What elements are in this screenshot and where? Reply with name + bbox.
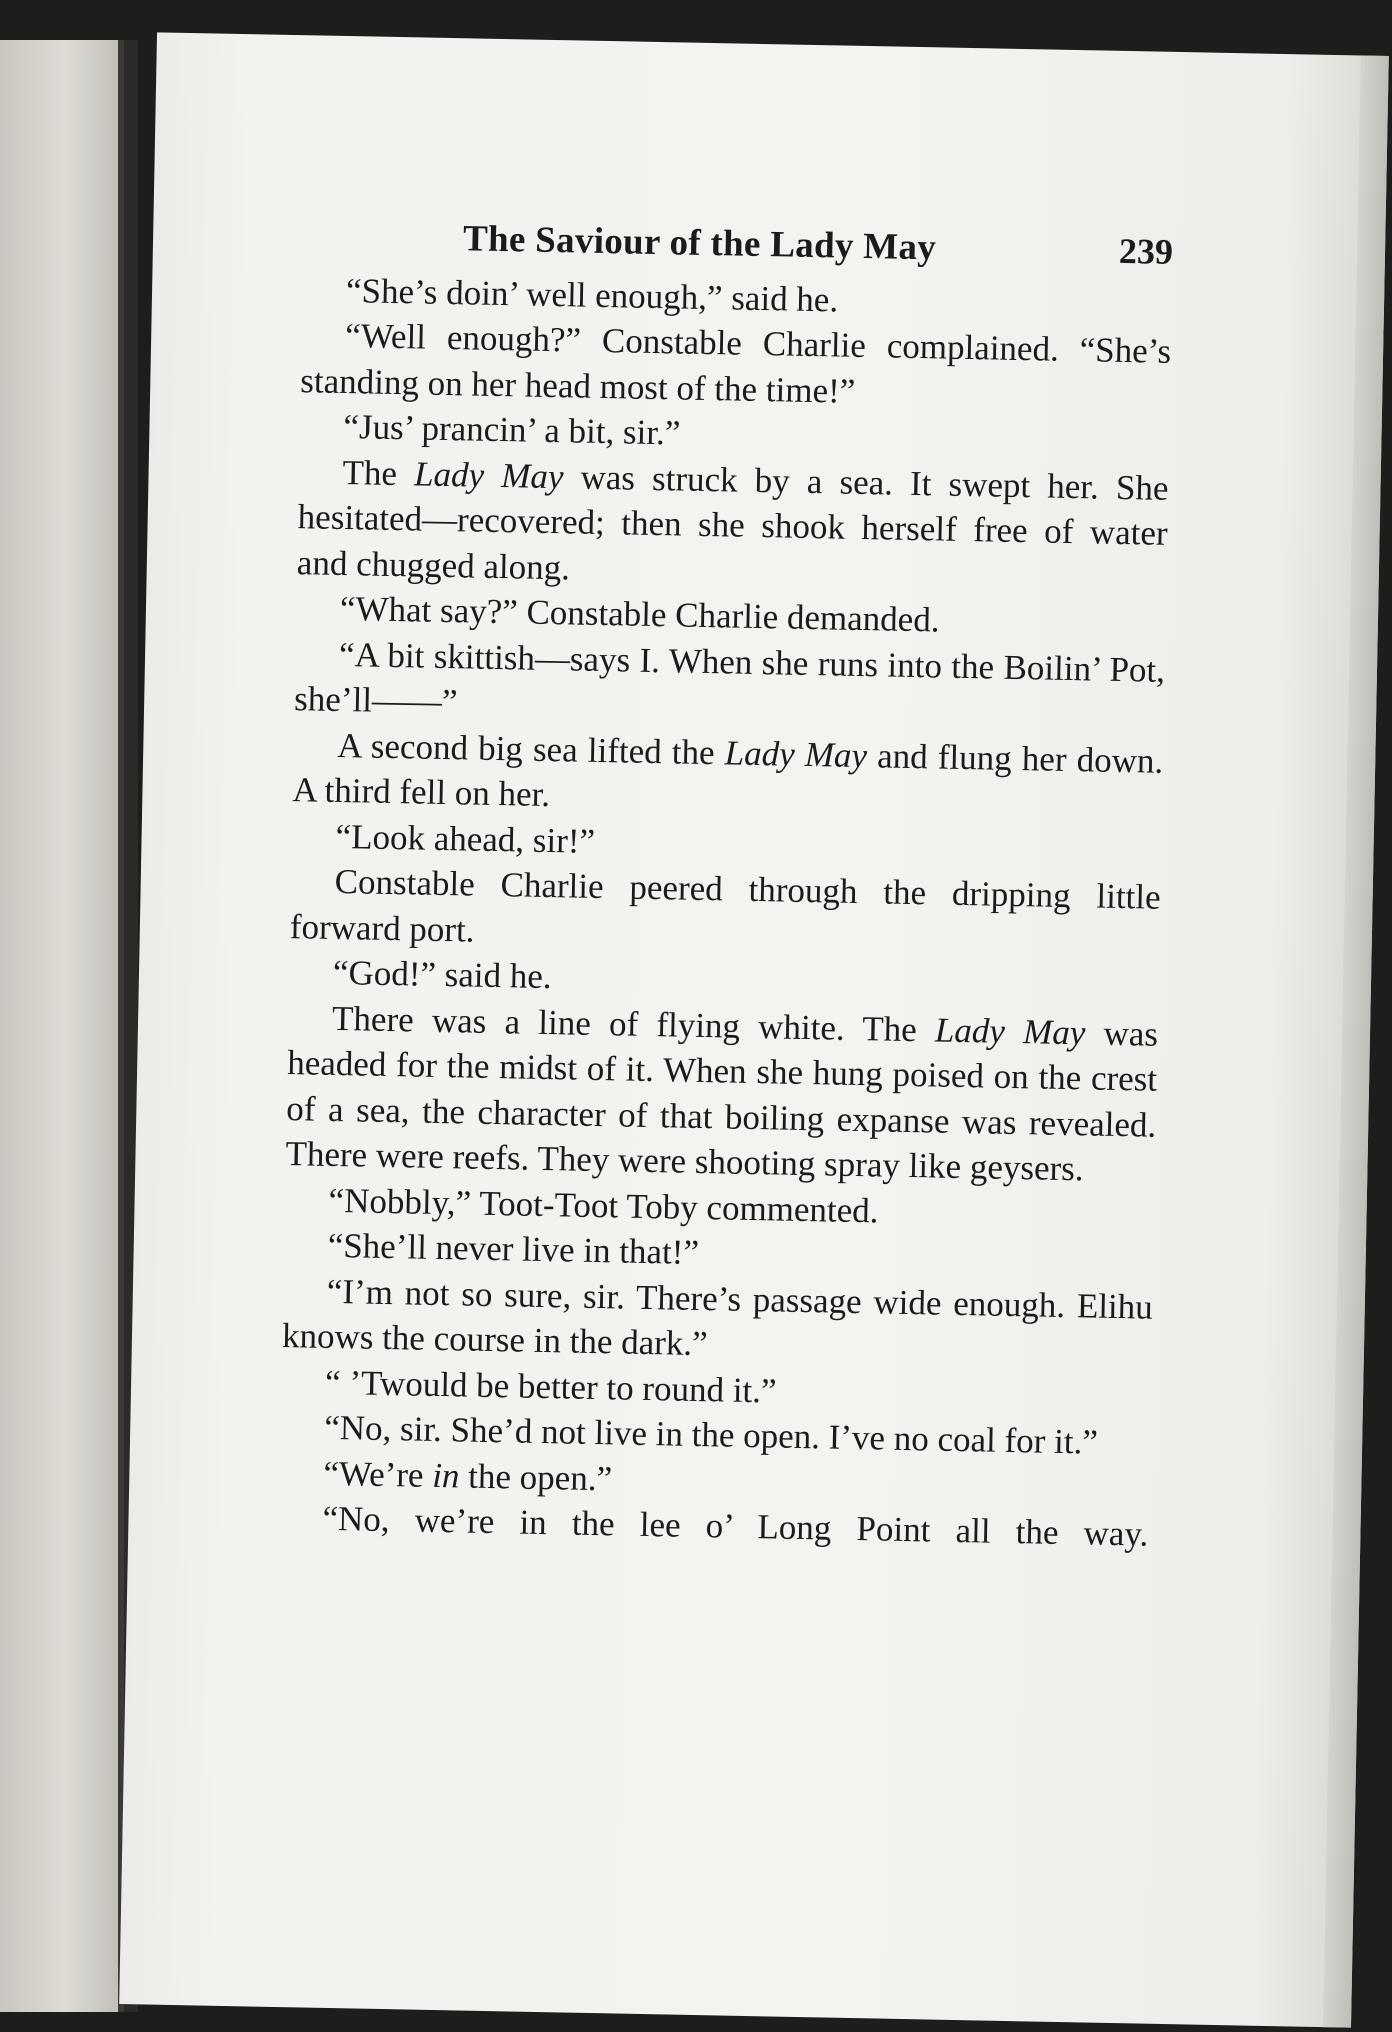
ship-name-italic: Lady May xyxy=(934,1009,1086,1052)
paragraph: “Well enough?” Constable Charlie complained. “She’s standing on her head most of the time!” xyxy=(300,316,1172,411)
paragraph: “No, we’re in the lee o’ Long Point all the way. xyxy=(322,1498,1149,1554)
emphasis-italic: in xyxy=(431,1455,460,1495)
paragraph: There was a line of flying white. The Lady May was headed for the midst of it. When she hung poised on the crest of a sea, the character of that boiling expanse was revealed. There were reefs. They were shooting spray like geysers. xyxy=(285,998,1159,1189)
paragraph: The Lady May was struck by a sea. It swept her. She hesitated—recovered; then she shook herself free of water and chugged along. xyxy=(296,452,1169,587)
facing-page-edge xyxy=(0,40,124,2012)
paragraph: “We’re in the open.” xyxy=(323,1453,613,1498)
paragraph: “Nobbly,” Toot-Toot Toby commented. xyxy=(328,1180,879,1230)
paragraph: “God!” said he. xyxy=(332,952,553,997)
paragraph: “She’ll never live in that!” xyxy=(327,1225,700,1272)
page-fore-edge xyxy=(1323,55,1389,2027)
paragraph: “What say?” Constable Charlie demanded. xyxy=(339,588,940,640)
paragraph: “She’s doin’ well enough,” said he. xyxy=(345,270,839,319)
ship-name-italic: Lady May xyxy=(413,453,564,496)
paragraph: “Jus’ prancin’ a bit, sir.” xyxy=(343,407,681,453)
running-head-title: The Saviour of the Lady May xyxy=(462,218,937,269)
book-page xyxy=(119,32,1389,2027)
paragraph: Constable Charlie peered through the dripping little forward port. xyxy=(289,861,1161,950)
paragraph: “A bit skittish—says I. When she runs into the Boilin’ Pot, she’ll——” xyxy=(293,634,1166,722)
page-text xyxy=(278,213,1173,1557)
ship-name-italic: Lady May xyxy=(724,732,868,775)
paragraph: “I’m not so sure, sir. There’s passage wide enough. Elihu knows the course in the dark.” xyxy=(281,1271,1154,1364)
paragraph: “No, sir. She’d not live in the open. I’ve no coal for it.” xyxy=(323,1407,1099,1462)
page-number: 239 xyxy=(1118,230,1174,272)
paragraph: “ ’Twould be better to round it.” xyxy=(324,1362,777,1410)
running-head xyxy=(303,213,1174,275)
paragraph: A second big sea lifted the Lady May and flung her down. A third fell on her. xyxy=(292,725,1164,815)
paragraph: “Look ahead, sir!” xyxy=(335,816,596,861)
